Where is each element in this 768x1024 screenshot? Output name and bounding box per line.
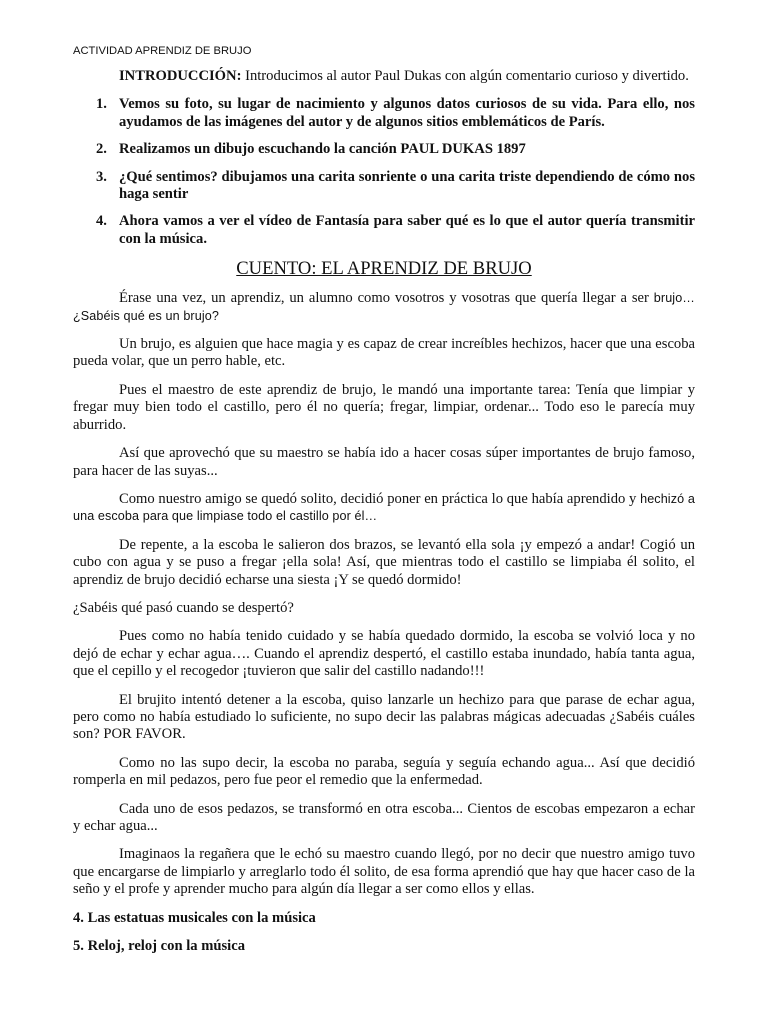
extra-activity: 5. Reloj, reloj con la música — [73, 938, 245, 955]
step-item — [73, 141, 695, 158]
story-text-sans: hechizó a una escoba para que limpiase todo el castillo por él… — [73, 491, 696, 524]
story-paragraph: Un brujo, es alguien que hace magia y es capaz de crear increíbles hechizos, hacer que una escoba pueda volar, que un perro hable, etc. — [73, 336, 695, 370]
story-text: Érase una vez, un aprendiz, un alumno como vosotros y vosotras que quería llegar a ser — [119, 290, 654, 307]
story-paragraph: Pues el maestro de este aprendiz de brujo, le mandó una importante tarea: Tenía que limpiar y fregar muy bien todo el castillo, pero él no quería; fregar, limpiar, ordenar... Todo eso le parecía muy aburrido. — [73, 381, 695, 433]
step-item — [73, 96, 695, 131]
activity-steps — [73, 96, 695, 248]
story-text: Como nuestro amigo se quedó solito, decidió poner en práctica lo que había aprendido y — [119, 490, 641, 507]
intro-label: INTRODUCCIÓN: — [119, 68, 242, 84]
story-paragraph: Pues como no había tenido cuidado y se había quedado dormido, la escoba se volvió loca y no dejó de echar y echar agua…. Cuando el aprendiz despertó, el castillo estaba inundado, había tanta agua, que el cepillo y el recogedor ¡tuvieron que salir del castillo nadando!!! — [73, 628, 695, 680]
story-paragraph: Como no las supo decir, la escoba no paraba, seguía y seguía echando agua... Así que decidió romperla en mil pedazos, pero fue peor el remedio que la enfermedad. — [73, 754, 695, 789]
story-paragraph: Imaginaos la regañera que le echó su maestro cuando llegó, por no decir que nuestro amigo tuvo que encargarse de limpiarlo y arreglarlo todo él solito, de esa forma aprendió que hay que hacer caso de la seño y el profe y aprender mucho para algún día llegar a ser como ellos y ellas. — [73, 846, 695, 898]
step-number: 1. — [96, 96, 107, 113]
step-number: 2. — [96, 141, 107, 158]
story-paragraph: Así que aprovechó que su maestro se había ido a hacer cosas súper importantes de brujo famoso, para hacer de las suyas... — [73, 445, 695, 479]
intro-paragraph — [73, 68, 695, 85]
document-header: ACTIVIDAD APRENDIZ DE BRUJO — [73, 45, 252, 57]
story-paragraph: El brujito intentó detener a la escoba, quiso lanzarle un hechizo para que parase de echar agua, pero como no había estudiado lo suficiente, no supo decir las palabras mágicas adecuadas ¿Sabéis cuáles son? POR FAVOR. — [73, 691, 695, 743]
step-text: Ahora vamos a ver el vídeo de Fantasía para saber qué es lo que el autor quería transmitir con la música. — [119, 213, 695, 247]
step-number: 3. — [96, 168, 107, 185]
story-paragraph: Cada uno de esos pedazos, se transformó en otra escoba... Cientos de escobas empezaron a echar y echar agua... — [73, 800, 695, 834]
step-text: Realizamos un dibujo escuchando la canción PAUL DUKAS 1897 — [119, 141, 526, 158]
story-paragraph — [73, 491, 695, 526]
step-text: ¿Qué sentimos? dibujamos una carita sonriente o una carita triste dependiendo de cómo nos haga sentir — [119, 168, 695, 203]
story-question: ¿Sabéis qué pasó cuando se despertó? — [73, 599, 294, 616]
story-paragraph — [73, 290, 695, 325]
story-text-sans: brujo… ¿Sabéis qué es un brujo? — [73, 291, 695, 323]
step-number: 4. — [96, 213, 107, 230]
step-text: Vemos su foto, su lugar de nacimiento y algunos datos curiosos de su vida. Para ello, nos ayudamos de las imágenes del autor y de algunos sitios emblemáticos de París. — [119, 96, 695, 130]
step-item — [73, 169, 695, 204]
step-item — [73, 213, 695, 248]
intro-text: Introducimos al autor Paul Dukas con algún comentario curioso y divertido. — [241, 68, 689, 84]
story-paragraph: De repente, a la escoba le salieron dos brazos, se levantó ella sola ¡y empezó a andar! Cogió un cubo con agua y se puso a fregar ¡ella sola! Así, que mientras todo el castillo se limpiaba él solito, el aprendiz de brujo decidió echarse una siesta ¡Y se quedó dormido! — [73, 536, 695, 588]
story-title: CUENTO: EL APRENDIZ DE BRUJO — [236, 258, 532, 280]
extra-activity: 4. Las estatuas musicales con la música — [73, 909, 316, 926]
